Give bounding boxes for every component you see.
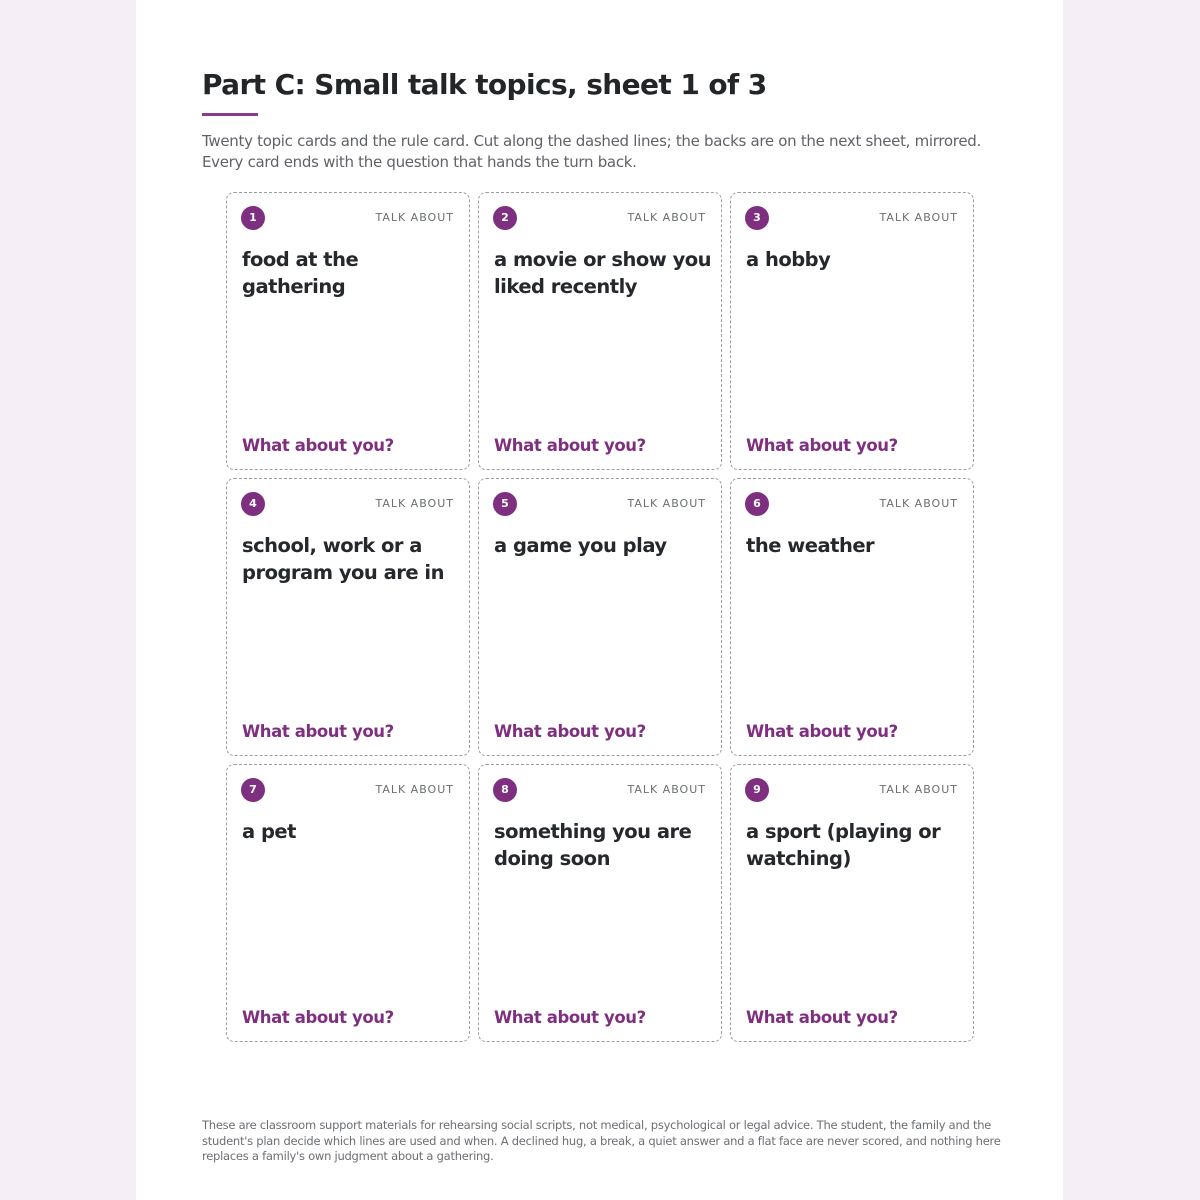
card-topic: school, work or a program you are in: [242, 534, 444, 584]
page-title: Part C: Small talk topics, sheet 1 of 3: [202, 68, 767, 101]
card-topic: a pet: [242, 820, 296, 843]
card-question: What about you?: [494, 436, 646, 455]
card-kicker: TALK ABOUT: [627, 211, 706, 224]
card-topic: a sport (playing or watching): [746, 820, 941, 870]
card-number-badge: 6: [745, 492, 769, 516]
card-number-badge: 2: [493, 206, 517, 230]
card-grid: [226, 192, 974, 1042]
title-underline: [202, 113, 258, 116]
topic-card: [730, 478, 974, 756]
card-question: What about you?: [746, 1008, 898, 1027]
card-question: What about you?: [746, 722, 898, 741]
topic-card: [226, 478, 470, 756]
card-question: What about you?: [494, 1008, 646, 1027]
disclaimer-text: These are classroom support materials for rehearsing social scripts, not medical, psychological or legal advice. The student, the family and the student's plan decide which lines are used and when. A declined hug, a break, a quiet answer and a flat face are never scored, and nothing here replaces a family's own judgment about a gathering.: [202, 1118, 1001, 1163]
card-number-badge: 7: [241, 778, 265, 802]
card-question: What about you?: [494, 722, 646, 741]
topic-card: [478, 192, 722, 470]
card-topic: a hobby: [746, 248, 831, 271]
card-kicker: TALK ABOUT: [879, 783, 958, 796]
topic-card: [226, 764, 470, 1042]
card-number-badge: 8: [493, 778, 517, 802]
card-question: What about you?: [242, 722, 394, 741]
topic-card: [478, 478, 722, 756]
card-number-badge: 3: [745, 206, 769, 230]
card-number-badge: 5: [493, 492, 517, 516]
card-kicker: TALK ABOUT: [375, 783, 454, 796]
card-kicker: TALK ABOUT: [627, 783, 706, 796]
card-kicker: TALK ABOUT: [375, 211, 454, 224]
card-topic: a movie or show you liked recently: [494, 248, 712, 298]
topic-card: [478, 764, 722, 1042]
card-question: What about you?: [746, 436, 898, 455]
topic-card: [226, 192, 470, 470]
card-kicker: TALK ABOUT: [879, 211, 958, 224]
card-number-badge: 9: [745, 778, 769, 802]
card-kicker: TALK ABOUT: [375, 497, 454, 510]
intro-text: Twenty topic cards and the rule card. Cut along the dashed lines; the backs are on the next sheet, mirrored. Every card ends with the question that hands the turn back.: [202, 132, 981, 171]
worksheet-page: [136, 0, 1063, 1200]
card-topic: the weather: [746, 534, 875, 557]
card-topic: a game you play: [494, 534, 667, 557]
card-topic: food at the gathering: [242, 248, 359, 298]
topic-card: [730, 192, 974, 470]
card-question: What about you?: [242, 1008, 394, 1027]
card-kicker: TALK ABOUT: [627, 497, 706, 510]
card-question: What about you?: [242, 436, 394, 455]
card-kicker: TALK ABOUT: [879, 497, 958, 510]
card-number-badge: 1: [241, 206, 265, 230]
topic-card: [730, 764, 974, 1042]
card-number-badge: 4: [241, 492, 265, 516]
card-topic: something you are doing soon: [494, 820, 692, 870]
